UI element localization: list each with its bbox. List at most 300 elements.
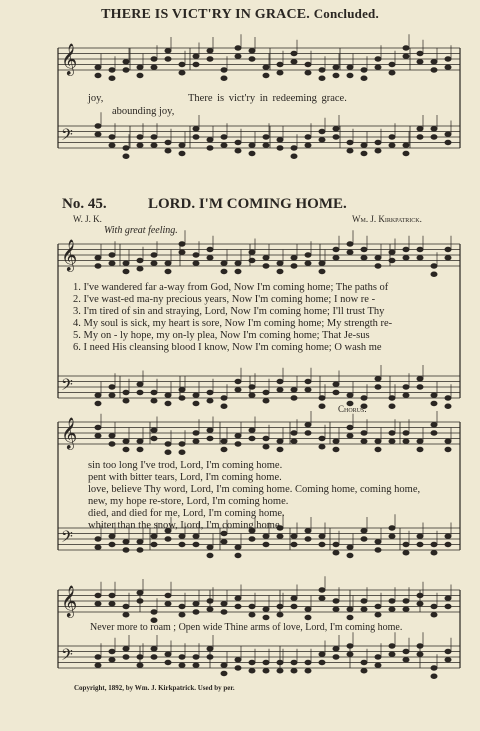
note-head [193, 610, 199, 614]
note-head [375, 548, 381, 552]
note-head [277, 613, 283, 617]
note-head [207, 607, 213, 611]
note-head [291, 154, 297, 158]
note-head [305, 71, 311, 75]
note-head [95, 434, 101, 438]
note-head [333, 599, 339, 603]
note-head [165, 261, 171, 265]
note-head [305, 261, 311, 265]
note-head [305, 253, 311, 257]
note-head [151, 610, 157, 614]
note-head [221, 404, 227, 408]
note-head [417, 447, 423, 451]
note-head [193, 431, 199, 435]
note-head [165, 49, 171, 53]
note-head [109, 253, 115, 257]
note-head [235, 379, 241, 383]
note-head [375, 655, 381, 659]
note-head [95, 545, 101, 549]
note-head [235, 442, 241, 446]
note-head [431, 401, 437, 405]
note-head [333, 127, 339, 131]
note-head [375, 540, 381, 544]
hymn-number: No. 45. [62, 196, 107, 212]
note-head [291, 256, 297, 260]
note-head [403, 649, 409, 653]
verse-2-line-b: pent with bitter tears, Lord, I'm coming home. [88, 472, 282, 483]
note-head [221, 531, 227, 535]
note-head [193, 54, 199, 58]
note-head [389, 143, 395, 147]
note-head [277, 269, 283, 273]
note-head [291, 660, 297, 664]
note-head [389, 534, 395, 538]
note-head [319, 261, 325, 265]
note-head [235, 604, 241, 608]
treble-clef-icon: 𝄞 [61, 239, 78, 270]
note-head [235, 596, 241, 600]
note-head [291, 596, 297, 600]
note-head [221, 396, 227, 400]
note-head [165, 401, 171, 405]
note-head [319, 445, 325, 449]
note-head [137, 135, 143, 139]
note-head [179, 542, 185, 546]
note-head [361, 660, 367, 664]
note-head [361, 529, 367, 533]
note-head [361, 247, 367, 251]
note-head [137, 382, 143, 386]
note-head [417, 385, 423, 389]
note-head [221, 540, 227, 544]
note-head [193, 135, 199, 139]
note-head [361, 599, 367, 603]
note-head [333, 256, 339, 260]
note-head [347, 65, 353, 69]
treble-clef-icon: 𝄞 [61, 417, 78, 448]
note-head [403, 439, 409, 443]
note-head [179, 71, 185, 75]
note-head [347, 140, 353, 144]
note-head [319, 596, 325, 600]
note-head [403, 599, 409, 603]
note-head [137, 439, 143, 443]
copyright-notice: Copyright, 1892, by Wm. J. Kirkpatrick. Used by per. [74, 684, 235, 692]
note-head [109, 534, 115, 538]
note-head [249, 393, 255, 397]
note-head [361, 439, 367, 443]
note-head [319, 588, 325, 592]
note-head [445, 649, 451, 653]
note-head [235, 658, 241, 662]
note-head [179, 534, 185, 538]
note-head [123, 154, 129, 158]
note-head [333, 135, 339, 139]
note-head [277, 388, 283, 392]
note-head [151, 428, 157, 432]
note-head [249, 436, 255, 440]
note-head [123, 447, 129, 451]
note-head [207, 49, 213, 53]
note-head [151, 647, 157, 651]
note-head [193, 253, 199, 257]
note-head [375, 57, 381, 61]
note-head [207, 599, 213, 603]
note-head [109, 68, 115, 72]
note-head [417, 60, 423, 64]
note-head [137, 258, 143, 262]
note-head [221, 447, 227, 451]
note-head [403, 607, 409, 611]
note-head [403, 551, 409, 555]
note-head [291, 431, 297, 435]
verse-4-line-b: new, my hope re-store, Lord, I'm coming home. [88, 496, 289, 507]
note-head [249, 613, 255, 617]
note-head [333, 447, 339, 451]
note-head [95, 537, 101, 541]
note-head [291, 542, 297, 546]
note-head [375, 447, 381, 451]
note-head [179, 250, 185, 254]
note-head [123, 655, 129, 659]
note-head [417, 256, 423, 260]
note-head [389, 644, 395, 648]
note-head [179, 396, 185, 400]
note-head [137, 655, 143, 659]
note-head [123, 613, 129, 617]
note-head [179, 62, 185, 66]
verse-6-line-b: whiter than the snow, Lord, I'm coming home. [88, 520, 283, 531]
note-head [137, 447, 143, 451]
note-head [389, 439, 395, 443]
note-head [361, 76, 367, 80]
note-head [165, 442, 171, 446]
note-head [137, 73, 143, 77]
concluded-label: Concluded. [313, 6, 379, 21]
note-head [109, 593, 115, 597]
note-head [165, 660, 171, 664]
note-head [445, 65, 451, 69]
lyric-victory-line: There is vict'ry in redeeming grace. [188, 93, 347, 104]
note-head [263, 615, 269, 619]
note-head [445, 396, 451, 400]
note-head [445, 447, 451, 451]
note-head [445, 256, 451, 260]
note-head [235, 553, 241, 557]
note-head [305, 660, 311, 664]
verse-6-line-a: 6. I need His cleansing blood I know, Now I'm coming home; O wash me [73, 342, 382, 353]
note-head [221, 671, 227, 675]
note-head [193, 655, 199, 659]
note-head [347, 434, 353, 438]
note-head [263, 436, 269, 440]
note-head [333, 65, 339, 69]
note-head [333, 551, 339, 555]
note-head [431, 60, 437, 64]
note-head [137, 65, 143, 69]
note-head [277, 379, 283, 383]
note-head [417, 593, 423, 597]
note-head [375, 256, 381, 260]
note-head [333, 382, 339, 386]
verse-3-line-b: love, believe Thy word, Lord, I'm coming home. Coming home, coming home, [88, 484, 421, 495]
note-head [207, 390, 213, 394]
refrain-line: Never more to roam ; Open wide Thine arms of love, Lord, I'm coming home. [90, 622, 403, 633]
note-head [389, 526, 395, 530]
note-head [417, 602, 423, 606]
note-head [235, 666, 241, 670]
note-head [165, 450, 171, 454]
note-head [137, 591, 143, 595]
note-head [179, 450, 185, 454]
note-head [361, 143, 367, 147]
note-head [221, 269, 227, 273]
note-head [445, 132, 451, 136]
note-head [263, 65, 269, 69]
note-head [375, 65, 381, 69]
note-head [291, 604, 297, 608]
note-head [151, 436, 157, 440]
note-head [179, 143, 185, 147]
note-head [319, 138, 325, 142]
note-head [291, 388, 297, 392]
note-head [417, 377, 423, 381]
note-head [403, 143, 409, 147]
note-head [123, 390, 129, 394]
note-head [95, 655, 101, 659]
note-head [375, 140, 381, 144]
note-head [207, 428, 213, 432]
note-head [319, 129, 325, 133]
note-head [347, 393, 353, 397]
note-head [235, 46, 241, 50]
note-head [347, 615, 353, 619]
note-head [123, 399, 129, 403]
hymn-title: LORD. I'M COMING HOME. [148, 196, 347, 212]
note-head [431, 127, 437, 131]
note-head [249, 258, 255, 262]
note-head [193, 542, 199, 546]
note-head [95, 602, 101, 606]
note-head [403, 658, 409, 662]
note-head [235, 140, 241, 144]
note-head [109, 393, 115, 397]
note-head [263, 73, 269, 77]
note-head [431, 423, 437, 427]
note-head [445, 247, 451, 251]
note-head [263, 534, 269, 538]
note-head [137, 390, 143, 394]
note-head [291, 439, 297, 443]
note-head [417, 534, 423, 538]
bass-clef-icon: 𝄢 [61, 376, 74, 398]
note-head [445, 596, 451, 600]
treble-clef-icon: 𝄞 [61, 585, 78, 616]
note-head [305, 615, 311, 619]
note-head [221, 76, 227, 80]
note-head [263, 264, 269, 268]
note-head [165, 537, 171, 541]
note-head [333, 655, 339, 659]
note-head [263, 143, 269, 147]
note-head [221, 663, 227, 667]
note-head [361, 669, 367, 673]
note-head [445, 404, 451, 408]
note-head [165, 652, 171, 656]
note-head [277, 660, 283, 664]
note-head [361, 256, 367, 260]
note-head [235, 261, 241, 265]
note-head [291, 51, 297, 55]
note-head [389, 71, 395, 75]
note-head [151, 261, 157, 265]
note-head [305, 379, 311, 383]
note-head [235, 388, 241, 392]
hymn-title-previous: THERE IS VICT'RY IN GRACE. [101, 7, 310, 22]
note-head [347, 553, 353, 557]
note-head [193, 127, 199, 131]
note-head [445, 534, 451, 538]
note-head [417, 542, 423, 546]
note-head [431, 272, 437, 276]
note-head [361, 68, 367, 72]
note-head [361, 431, 367, 435]
note-head [179, 388, 185, 392]
note-head [333, 439, 339, 443]
note-head [291, 60, 297, 64]
note-head [319, 68, 325, 72]
note-head [417, 135, 423, 139]
note-head [445, 439, 451, 443]
note-head [333, 73, 339, 77]
note-head [389, 396, 395, 400]
note-head [277, 534, 283, 538]
note-head [403, 393, 409, 397]
note-head [207, 545, 213, 549]
note-head [291, 396, 297, 400]
note-head [193, 393, 199, 397]
bass-clef-icon: 𝄢 [61, 528, 74, 550]
note-head [249, 151, 255, 155]
note-head [151, 135, 157, 139]
note-head [95, 264, 101, 268]
note-head [137, 267, 143, 271]
note-head [151, 143, 157, 147]
note-head [151, 542, 157, 546]
note-head [193, 261, 199, 265]
note-head [193, 439, 199, 443]
note-head [263, 660, 269, 664]
note-head [235, 545, 241, 549]
note-head [403, 431, 409, 435]
note-head [431, 264, 437, 268]
note-head [109, 602, 115, 606]
bass-clef-icon: 𝄢 [61, 126, 74, 148]
note-head [445, 57, 451, 61]
note-head [375, 604, 381, 608]
note-head [319, 542, 325, 546]
note-head [333, 607, 339, 611]
note-head [277, 261, 283, 265]
note-head [193, 663, 199, 667]
note-head [249, 57, 255, 61]
note-head [277, 138, 283, 142]
note-head [95, 124, 101, 128]
note-head [417, 644, 423, 648]
note-head [151, 57, 157, 61]
note-head [347, 644, 353, 648]
note-head [95, 132, 101, 136]
note-head [123, 261, 129, 265]
note-head [207, 647, 213, 651]
note-head [123, 269, 129, 273]
note-head [361, 537, 367, 541]
note-head [319, 269, 325, 273]
note-head [109, 649, 115, 653]
note-head [263, 445, 269, 449]
note-head [389, 404, 395, 408]
note-head [179, 663, 185, 667]
note-head [319, 436, 325, 440]
note-head [277, 62, 283, 66]
note-head [319, 534, 325, 538]
note-head [221, 602, 227, 606]
note-head [109, 135, 115, 139]
note-head [263, 135, 269, 139]
note-head [347, 545, 353, 549]
note-head [221, 439, 227, 443]
note-head [179, 442, 185, 446]
note-head [249, 428, 255, 432]
note-head [165, 593, 171, 597]
note-head [179, 613, 185, 617]
note-head [319, 652, 325, 656]
note-head [263, 399, 269, 403]
note-head [123, 146, 129, 150]
note-head [375, 439, 381, 443]
note-head [207, 399, 213, 403]
verse-4-line-a: 4. My soul is sick, my heart is sore, Now I'm coming home; My strength re- [73, 318, 393, 329]
note-head [123, 604, 129, 608]
note-head [249, 660, 255, 664]
note-head [179, 604, 185, 608]
note-head [95, 73, 101, 77]
note-head [389, 62, 395, 66]
note-head [361, 151, 367, 155]
note-head [333, 647, 339, 651]
verse-1-line-b: sin too long I've trod, Lord, I'm coming home. [88, 460, 283, 471]
note-head [263, 607, 269, 611]
note-head [305, 607, 311, 611]
note-head [375, 385, 381, 389]
note-head [179, 242, 185, 246]
note-head [361, 396, 367, 400]
note-head [109, 143, 115, 147]
note-head [193, 401, 199, 405]
note-head [151, 399, 157, 403]
note-head [123, 439, 129, 443]
note-head [207, 655, 213, 659]
note-head [137, 663, 143, 667]
lyric-abounding-joy: abounding joy, [112, 106, 175, 117]
verse-3-line-a: 3. I'm tired of sin and straying, Lord, Now I'm coming home; I'll trust Thy [73, 306, 385, 317]
note-head [361, 607, 367, 611]
note-head [305, 537, 311, 541]
note-head [431, 135, 437, 139]
note-head [95, 425, 101, 429]
note-head [305, 423, 311, 427]
note-head [305, 135, 311, 139]
